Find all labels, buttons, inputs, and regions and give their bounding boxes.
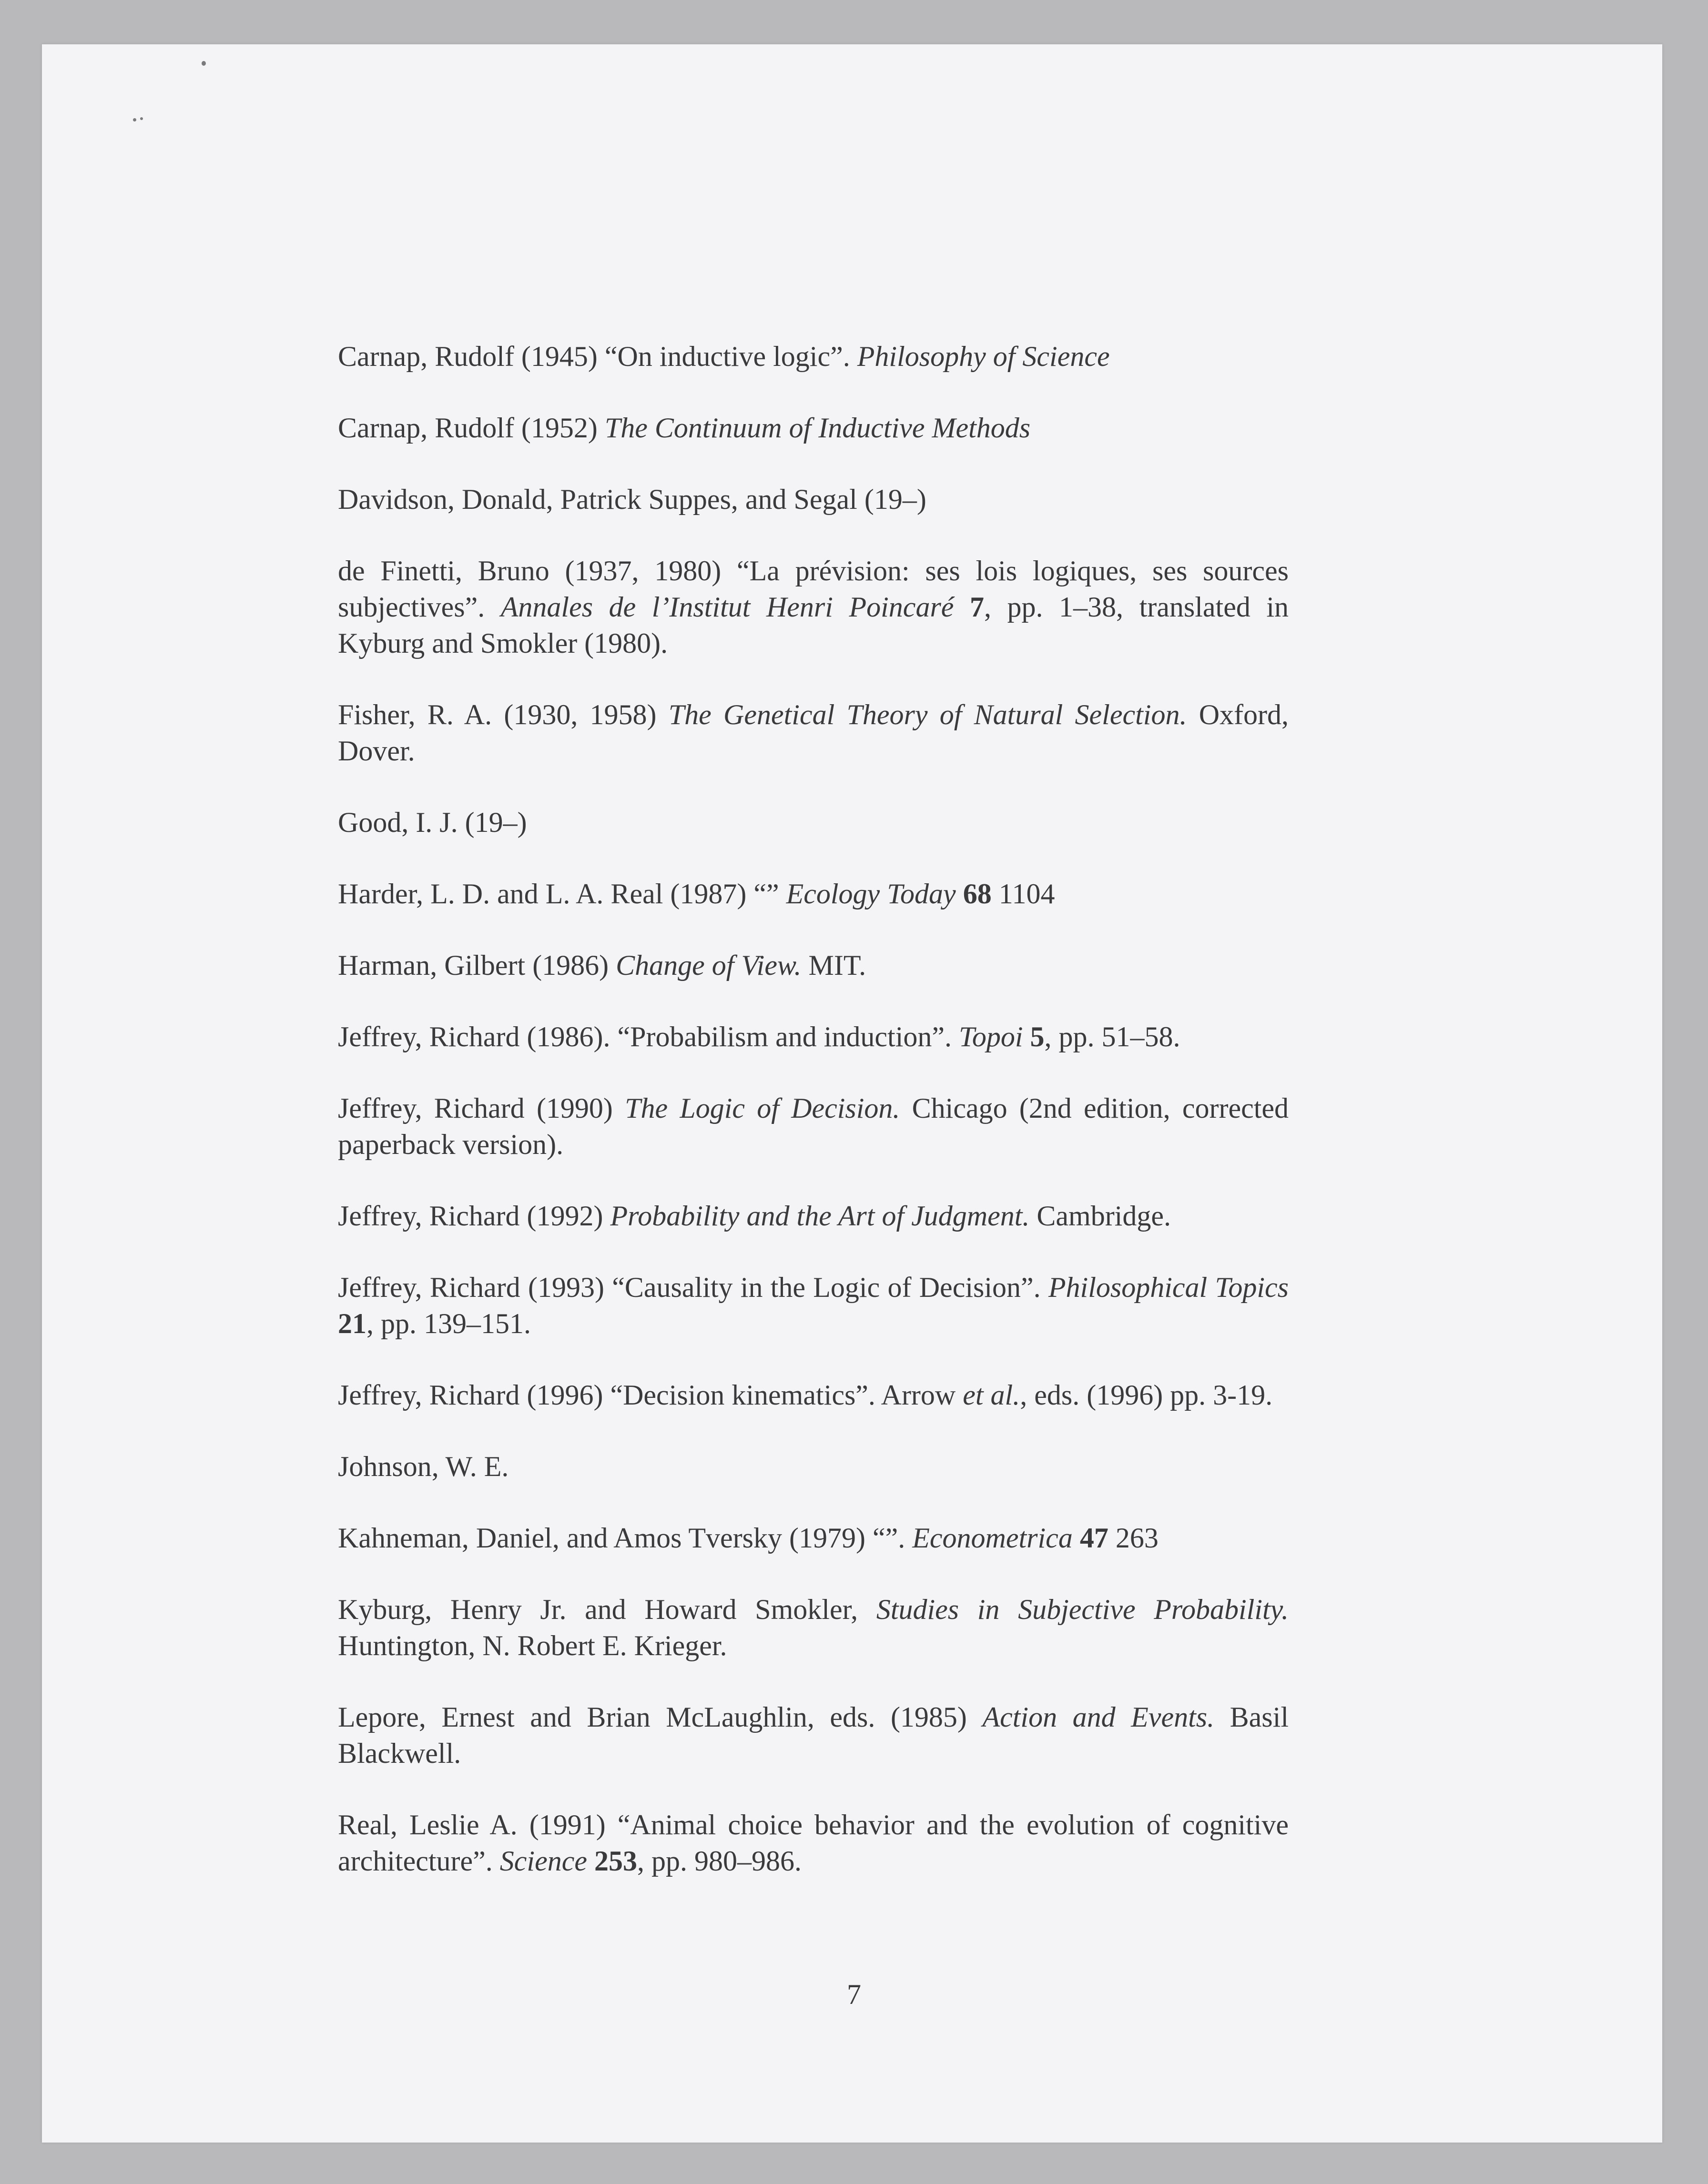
reference-list — [338, 338, 1289, 1879]
dust-speck — [140, 117, 143, 120]
reference-entry: Kahneman, Daniel, and Amos Tversky (1979) “”. Econometrica 47 263 — [338, 1522, 1159, 1554]
reference-entry: Carnap, Rudolf (1952) The Continuum of Inductive Methods — [338, 412, 1031, 444]
reference-entry: Lepore, Ernest and Brian McLaughlin, eds. (1985) Action and Events. Basil Blackwell. — [338, 1701, 1289, 1769]
reference-entry: Harder, L. D. and L. A. Real (1987) “” Ecology Today 68 1104 — [338, 878, 1055, 910]
reference-entry: Jeffrey, Richard (1996) “Decision kinematics”. Arrow et al., eds. (1996) pp. 3-19. — [338, 1379, 1273, 1411]
reference-entry: Jeffrey, Richard (1993) “Causality in the Logic of Decision”. Philosophical Topics 21, pp. 139–151. — [338, 1272, 1289, 1339]
reference-entry: Real, Leslie A. (1991) “Animal choice behavior and the evolution of cognitive architecture”. Science 253, pp. 980–986. — [338, 1809, 1289, 1877]
reference-entry: Jeffrey, Richard (1992) Probability and the Art of Judgment. Cambridge. — [338, 1200, 1171, 1232]
dust-speck — [202, 61, 206, 66]
reference-entry: Good, I. J. (19–) — [338, 807, 527, 838]
reference-entry: Davidson, Donald, Patrick Suppes, and Segal (19–) — [338, 484, 926, 515]
reference-entry: de Finetti, Bruno (1937, 1980) “La prévision: ses lois logiques, ses sources subjectives”. Annales de l’Institut Henri Poincaré 7, pp. 1–38, translated in Kyburg and Smokler (1980). — [338, 555, 1289, 659]
reference-entry: Fisher, R. A. (1930, 1958) The Genetical Theory of Natural Selection. Oxford, Dover. — [338, 699, 1289, 767]
page-number: 7 — [847, 1979, 861, 2010]
dust-speck — [133, 118, 136, 121]
reference-entry: Harman, Gilbert (1986) Change of View. MIT. — [338, 950, 866, 981]
reference-entry: Johnson, W. E. — [338, 1451, 509, 1482]
reference-entry: Carnap, Rudolf (1945) “On inductive logic”. Philosophy of Science — [338, 341, 1110, 372]
reference-entry: Jeffrey, Richard (1986). “Probabilism and induction”. Topoi 5, pp. 51–58. — [338, 1021, 1180, 1052]
reference-entry: Kyburg, Henry Jr. and Howard Smokler, Studies in Subjective Probability. Huntington, N. Robert E. Krieger. — [338, 1594, 1289, 1661]
reference-entry: Jeffrey, Richard (1990) The Logic of Decision. Chicago (2nd edition, corrected paperback version). — [338, 1092, 1289, 1160]
